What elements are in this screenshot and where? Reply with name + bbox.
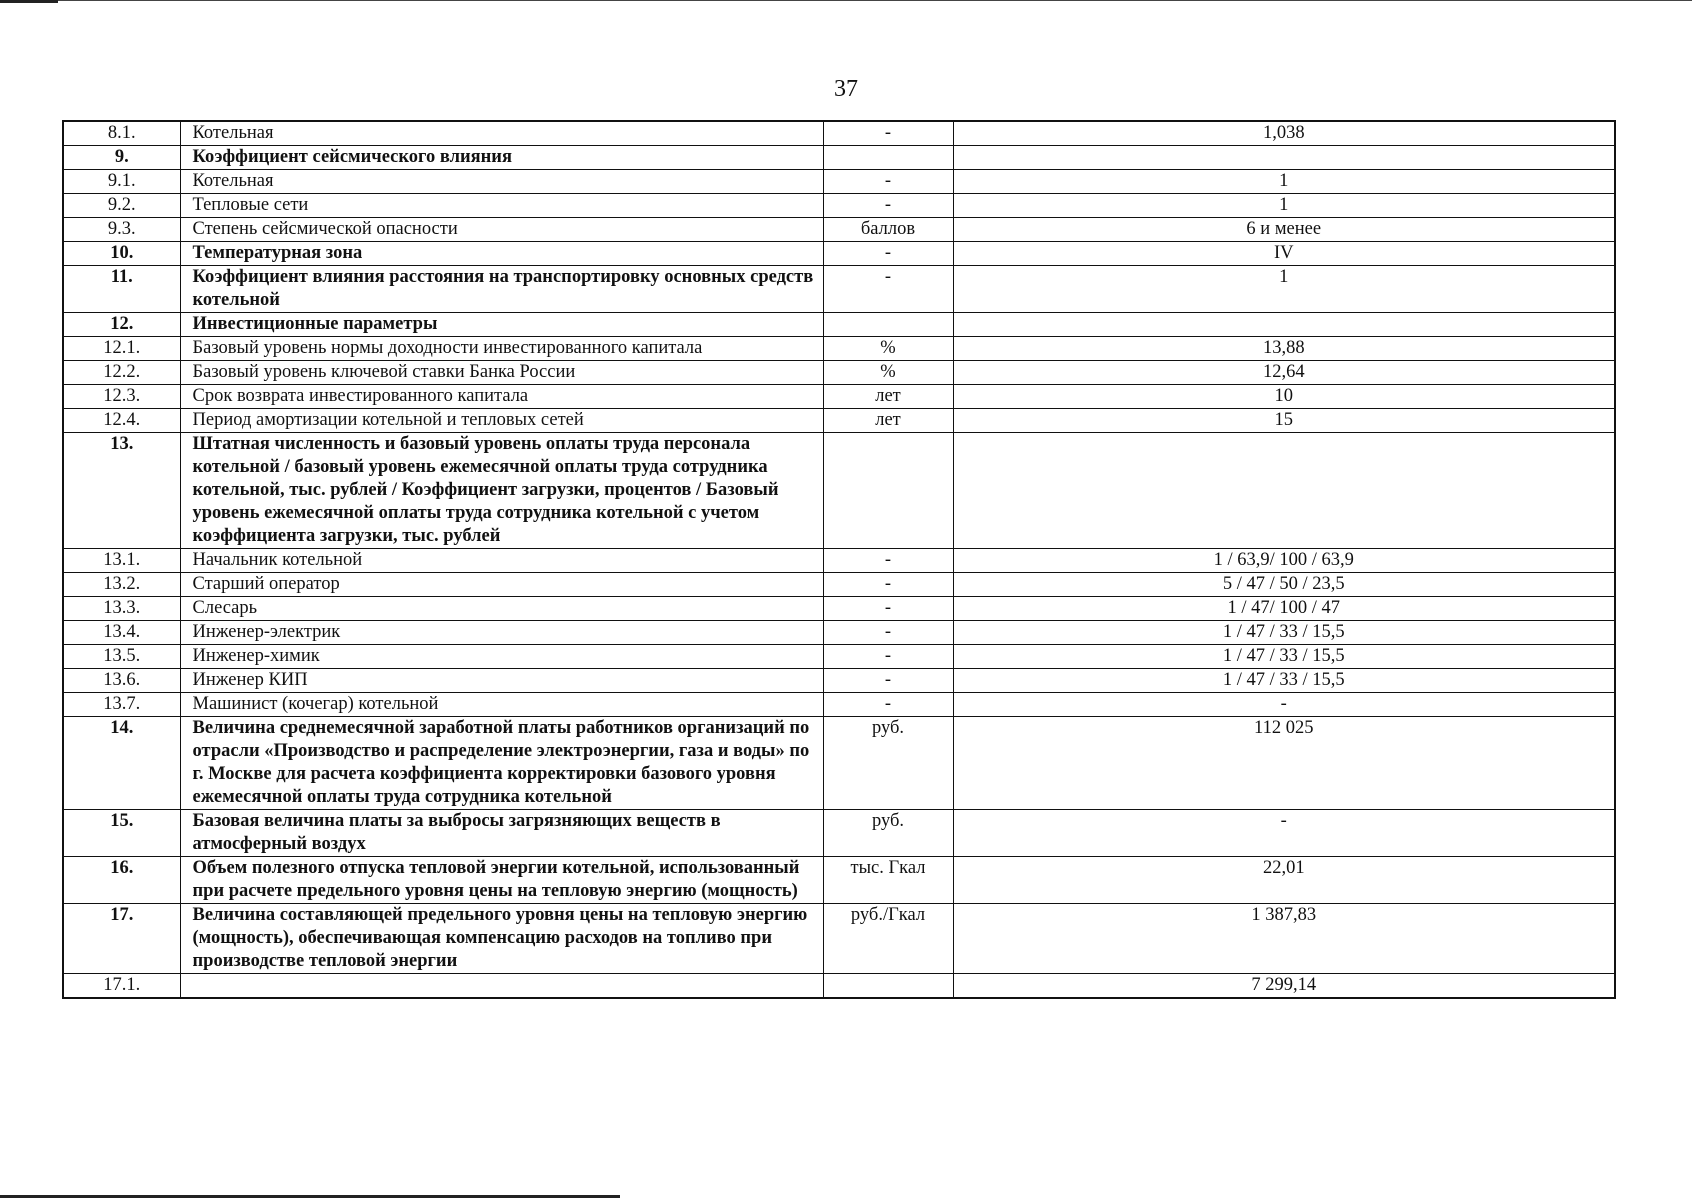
row-unit: - (823, 170, 953, 194)
table-row (63, 857, 1615, 904)
row-value: 12,64 (953, 361, 1615, 385)
row-parameter-name (180, 974, 823, 999)
row-number: 13.2. (63, 573, 180, 597)
row-unit: баллов (823, 218, 953, 242)
table-row (63, 218, 1615, 242)
row-unit: - (823, 597, 953, 621)
table-row (63, 313, 1615, 337)
table-row (63, 409, 1615, 433)
row-value: 7 299,14 (953, 974, 1615, 999)
row-parameter-name: Базовый уровень нормы доходности инвестированного капитала (180, 337, 823, 361)
row-number: 9. (63, 146, 180, 170)
row-value: 1,038 (953, 121, 1615, 146)
row-unit: - (823, 121, 953, 146)
row-number: 17. (63, 904, 180, 974)
row-number: 9.2. (63, 194, 180, 218)
row-parameter-name: Величина составляющей предельного уровня цены на тепловую энергию (мощность), обеспечивающая компенсацию расходов на топливо при производстве тепловой энергии (180, 904, 823, 974)
row-value: IV (953, 242, 1615, 266)
row-number: 12.1. (63, 337, 180, 361)
table-row (63, 266, 1615, 313)
row-unit: - (823, 645, 953, 669)
table-row (63, 146, 1615, 170)
row-unit: лет (823, 385, 953, 409)
row-parameter-name: Инженер-химик (180, 645, 823, 669)
page-number: 37 (834, 76, 858, 102)
row-unit (823, 974, 953, 999)
row-unit (823, 146, 953, 170)
row-parameter-name: Начальник котельной (180, 549, 823, 573)
row-value: - (953, 810, 1615, 857)
scan-mark-top-left (0, 0, 58, 3)
row-unit (823, 313, 953, 337)
row-value: 1 (953, 170, 1615, 194)
row-parameter-name: Машинист (кочегар) котельной (180, 693, 823, 717)
row-parameter-name: Штатная численность и базовый уровень оплаты труда персонала котельной / базовый уровень ежемесячной оплаты труда сотрудника котельной, тыс. рублей / Коэффициент загрузки, процентов / Базовый уровень ежемесячной оплаты труда сотрудника котельной с учетом коэффициента загрузки, тыс. рублей (180, 433, 823, 549)
table-row (63, 385, 1615, 409)
row-parameter-name: Котельная (180, 170, 823, 194)
row-unit (823, 433, 953, 549)
row-value: 1 387,83 (953, 904, 1615, 974)
row-number: 12.4. (63, 409, 180, 433)
row-parameter-name: Степень сейсмической опасности (180, 218, 823, 242)
row-number: 9.1. (63, 170, 180, 194)
row-parameter-name: Объем полезного отпуска тепловой энергии котельной, использованный при расчете предельного уровня цены на тепловую энергию (мощность) (180, 857, 823, 904)
table-row (63, 194, 1615, 218)
row-value: - (953, 693, 1615, 717)
table-row (63, 621, 1615, 645)
row-number: 13. (63, 433, 180, 549)
row-value (953, 313, 1615, 337)
table-row (63, 645, 1615, 669)
row-parameter-name: Инженер КИП (180, 669, 823, 693)
row-number: 13.1. (63, 549, 180, 573)
table-row (63, 242, 1615, 266)
row-unit: % (823, 337, 953, 361)
row-parameter-name: Базовая величина платы за выбросы загрязняющих веществ в атмосферный воздух (180, 810, 823, 857)
row-value: 1 / 47 / 33 / 15,5 (953, 621, 1615, 645)
row-unit: руб. (823, 717, 953, 810)
row-parameter-name: Слесарь (180, 597, 823, 621)
row-parameter-name: Котельная (180, 121, 823, 146)
row-number: 12. (63, 313, 180, 337)
row-unit: лет (823, 409, 953, 433)
row-value (953, 433, 1615, 549)
parameters-table (62, 120, 1616, 999)
table-row (63, 717, 1615, 810)
row-unit: руб. (823, 810, 953, 857)
row-unit: - (823, 621, 953, 645)
row-unit: - (823, 669, 953, 693)
row-parameter-name: Коэффициент сейсмического влияния (180, 146, 823, 170)
table-row (63, 433, 1615, 549)
row-value: 22,01 (953, 857, 1615, 904)
row-value: 10 (953, 385, 1615, 409)
row-value: 1 / 47 / 33 / 15,5 (953, 645, 1615, 669)
row-unit: - (823, 266, 953, 313)
row-number: 12.3. (63, 385, 180, 409)
table-row (63, 974, 1615, 999)
table-row (63, 573, 1615, 597)
row-value: 1 / 47/ 100 / 47 (953, 597, 1615, 621)
row-parameter-name: Тепловые сети (180, 194, 823, 218)
row-number: 8.1. (63, 121, 180, 146)
row-value (953, 146, 1615, 170)
table-row (63, 361, 1615, 385)
parameters-table-body (63, 121, 1615, 998)
row-value: 1 / 63,9/ 100 / 63,9 (953, 549, 1615, 573)
table-row (63, 693, 1615, 717)
row-unit: - (823, 693, 953, 717)
row-number: 13.5. (63, 645, 180, 669)
row-number: 10. (63, 242, 180, 266)
row-value: 15 (953, 409, 1615, 433)
row-number: 16. (63, 857, 180, 904)
row-value: 1 / 47 / 33 / 15,5 (953, 669, 1615, 693)
row-parameter-name: Температурная зона (180, 242, 823, 266)
row-parameter-name: Коэффициент влияния расстояния на транспортировку основных средств котельной (180, 266, 823, 313)
row-number: 9.3. (63, 218, 180, 242)
table-row (63, 904, 1615, 974)
table-row (63, 337, 1615, 361)
table-row (63, 170, 1615, 194)
scan-edge-top (0, 0, 1692, 1)
row-number: 17.1. (63, 974, 180, 999)
row-unit: % (823, 361, 953, 385)
row-value: 112 025 (953, 717, 1615, 810)
row-value: 5 / 47 / 50 / 23,5 (953, 573, 1615, 597)
row-value: 1 (953, 194, 1615, 218)
row-parameter-name: Срок возврата инвестированного капитала (180, 385, 823, 409)
table-row (63, 597, 1615, 621)
row-parameter-name: Инженер-электрик (180, 621, 823, 645)
row-number: 13.7. (63, 693, 180, 717)
row-unit: - (823, 194, 953, 218)
row-value: 6 и менее (953, 218, 1615, 242)
table-row (63, 669, 1615, 693)
row-number: 13.6. (63, 669, 180, 693)
row-unit: - (823, 242, 953, 266)
table-row (63, 549, 1615, 573)
row-value: 1 (953, 266, 1615, 313)
row-parameter-name: Величина среднемесячной заработной платы работников организаций по отрасли «Производство и распределение электроэнергии, газа и воды» по г. Москве для расчета коэффициента корректировки базового уровня ежемесячной оплаты труда сотрудника котельной (180, 717, 823, 810)
row-number: 15. (63, 810, 180, 857)
row-value: 13,88 (953, 337, 1615, 361)
row-unit: - (823, 549, 953, 573)
row-unit: тыс. Гкал (823, 857, 953, 904)
row-parameter-name: Период амортизации котельной и тепловых сетей (180, 409, 823, 433)
row-unit: руб./Гкал (823, 904, 953, 974)
table-row (63, 810, 1615, 857)
row-number: 13.3. (63, 597, 180, 621)
row-unit: - (823, 573, 953, 597)
table-row (63, 121, 1615, 146)
row-parameter-name: Базовый уровень ключевой ставки Банка России (180, 361, 823, 385)
row-parameter-name: Инвестиционные параметры (180, 313, 823, 337)
row-number: 14. (63, 717, 180, 810)
row-number: 11. (63, 266, 180, 313)
row-number: 12.2. (63, 361, 180, 385)
row-parameter-name: Старший оператор (180, 573, 823, 597)
row-number: 13.4. (63, 621, 180, 645)
scan-edge-bottom (0, 1195, 620, 1198)
